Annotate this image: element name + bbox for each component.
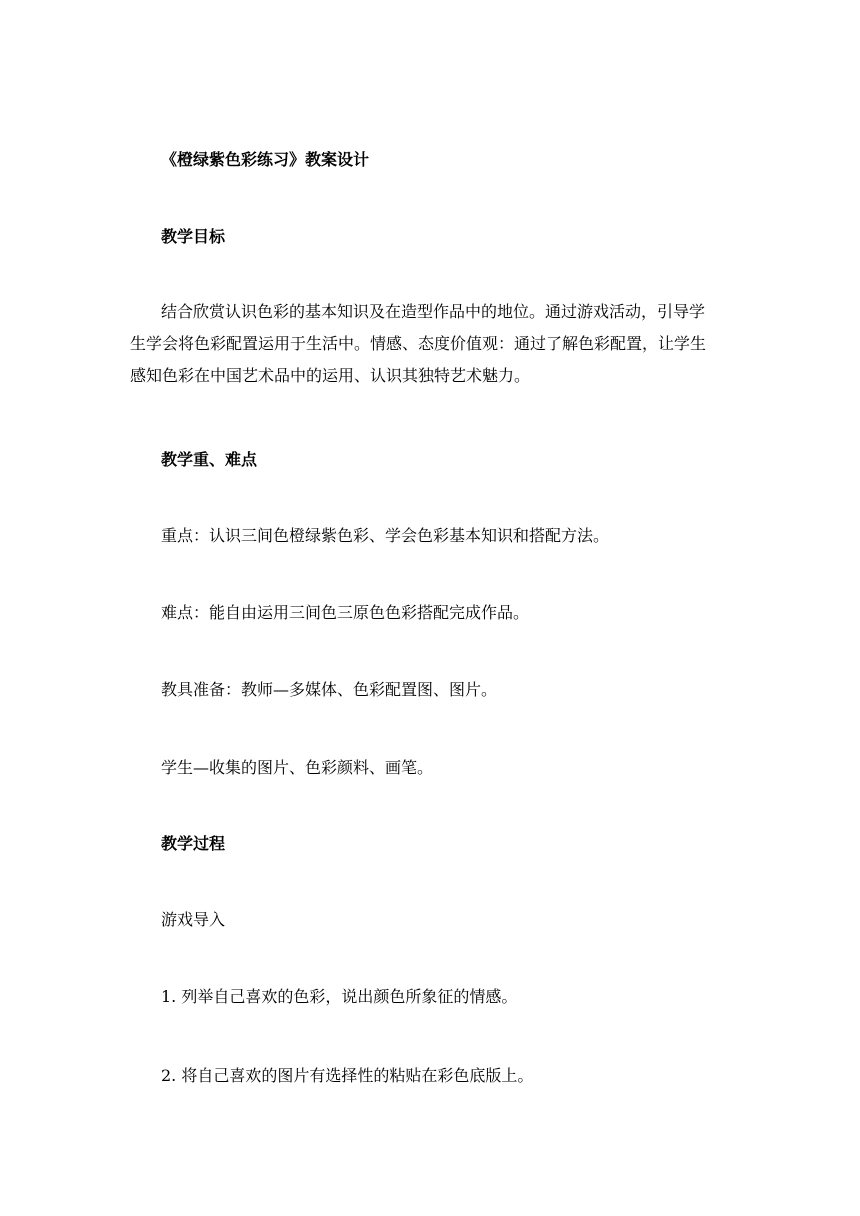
section-heading-process: 教学过程 xyxy=(161,834,226,853)
difficult-point-text: 难点：能自由运用三间色三原色色彩搭配完成作品。 xyxy=(161,603,530,622)
game-intro-text: 游戏导入 xyxy=(161,910,226,929)
section-heading-key-points: 教学重、难点 xyxy=(161,450,258,469)
step-2-text: 2. 将自己喜欢的图片有选择性的粘贴在彩色底版上。 xyxy=(161,1066,534,1085)
goals-paragraph: 结合欣赏认识色彩的基本知识及在造型作品中的地位。通过游戏活动，引导学生学会将色彩配置运用于生活中。情感、态度价值观：通过了解色彩配置，让学生感知色彩在中国艺术品中的运用、认识其独特艺术魅力。 xyxy=(130,302,707,385)
document-title: 《橙绿紫色彩练习》教案设计 xyxy=(161,150,370,169)
teacher-tools-text: 教具准备：教师—多媒体、色彩配置图、图片。 xyxy=(161,680,498,699)
section-heading-goals: 教学目标 xyxy=(161,227,226,246)
step-1-text: 1. 列举自己喜欢的色彩，说出颜色所象征的情感。 xyxy=(161,987,518,1006)
student-tools-text: 学生—收集的图片、色彩颜料、画笔。 xyxy=(161,758,434,777)
key-point-text: 重点：认识三间色橙绿紫色彩、学会色彩基本知识和搭配方法。 xyxy=(161,526,610,545)
